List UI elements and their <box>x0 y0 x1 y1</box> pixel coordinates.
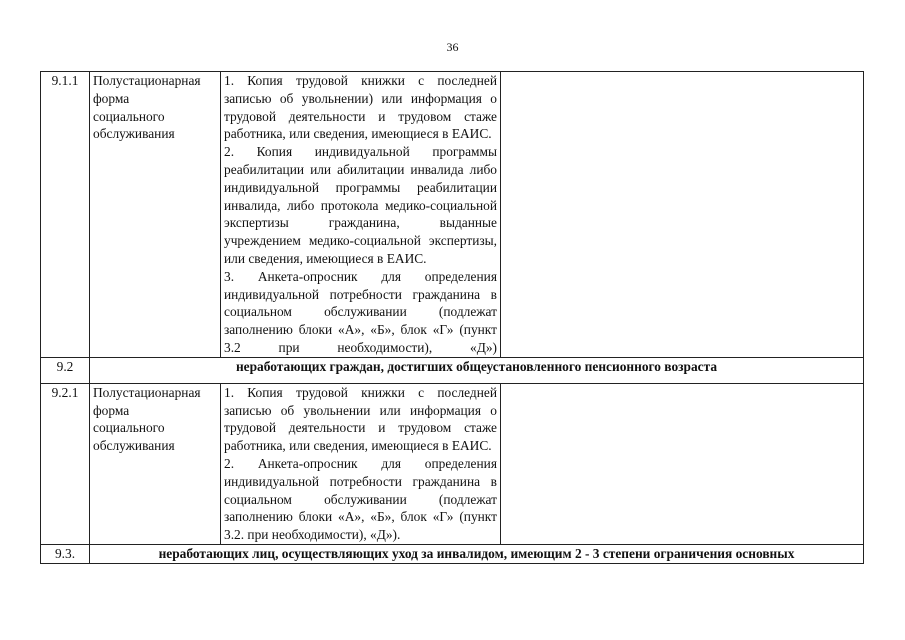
required-documents-cell <box>221 72 501 358</box>
note-cell <box>501 383 864 544</box>
table-row <box>41 544 864 563</box>
service-form-line: форма <box>93 402 130 418</box>
section-number: 9.2 <box>41 357 90 383</box>
document-item: 1. Копия трудовой книжки с последней записью об увольнении или информация о трудовой деятельности и трудовом стаже работника, или сведения, имеющиеся в ЕАИС. <box>224 384 497 454</box>
service-form-line: обслуживания <box>93 126 175 142</box>
service-form-line: социального <box>93 420 165 436</box>
service-form-line: Полустационарная <box>93 73 201 88</box>
section-heading: неработающих лиц, осуществляющих уход за инвалидом, имеющим 2 - 3 степени ограничения основных <box>90 544 864 563</box>
item-number: 9.1.1 <box>41 72 90 358</box>
required-documents-cell <box>221 383 501 544</box>
service-form-cell <box>90 72 221 358</box>
document-table <box>40 71 864 564</box>
table-row <box>41 72 864 358</box>
document-item: 2. Анкета-опросник для определения индивидуальной потребности гражданина в социальном обслуживании (подлежат заполнению блоки «А», «Б», блок «Г» (пункт 3.2. при необходимости), «Д»). <box>224 455 497 543</box>
service-form-cell <box>90 383 221 544</box>
service-form-line: социального <box>93 108 165 124</box>
table-row <box>41 383 864 544</box>
service-form-line: Полустационарная <box>93 384 201 400</box>
item-number: 9.2.1 <box>41 383 90 544</box>
document-item: 1. Копия трудовой книжки с последней записью об увольнении) или информация о трудовой деятельности и трудовом стаже работника, или сведения, имеющиеся в ЕАИС. <box>224 73 497 142</box>
document-item: 3. Анкета-опросник для определения индивидуальной потребности гражданина в социальном обслуживании (подлежат заполнению блоки «А», «Б», блок «Г» (пункт 3.2 при необходимости), «Д») <box>224 268 497 355</box>
page-number: 36 <box>446 40 459 54</box>
document-item: 2. Копия индивидуальной программы реабилитации или абилитации инвалида либо индивидуальной программы реабилитации инвалида, либо протокола медико-социальной экспертизы гражданина, выданные учреждением медико-социальной экспертизы, или сведения, имеющиеся в ЕАИС. <box>224 144 497 266</box>
table-row <box>41 357 864 383</box>
section-number: 9.3. <box>41 544 90 563</box>
service-form-line: обслуживания <box>93 438 175 454</box>
service-form-line: форма <box>93 90 130 106</box>
note-cell <box>501 72 864 358</box>
section-heading: неработающих граждан, достигших общеустановленного пенсионного возраста <box>90 357 864 383</box>
